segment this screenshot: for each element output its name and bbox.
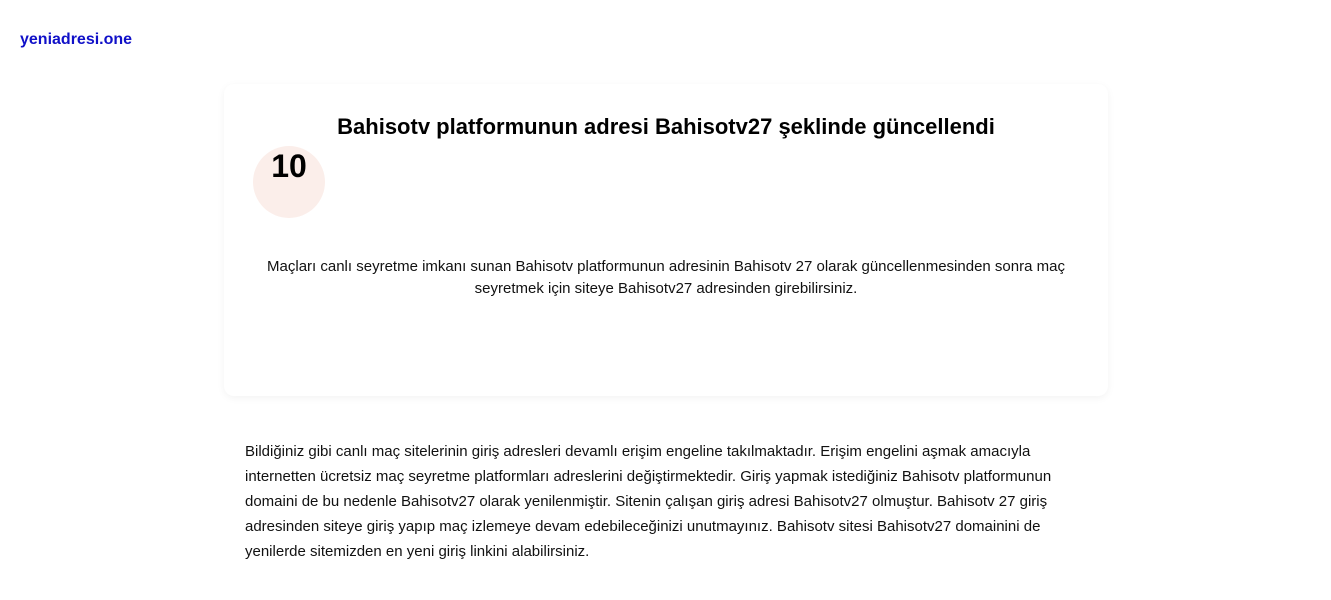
site-logo-link[interactable]: yeniadresi.one (20, 31, 133, 48)
rating-badge (253, 146, 325, 218)
article-body: Bildiğiniz gibi canlı maç sitelerinin giriş adresleri devamlı erişim engeline takılmaktadır. Erişim engelini aşmak amacıyla internetten ücretsiz maç seyretme platformları adreslerini değiştirmektedir. Giriş yapmak istediğiniz Bahisotv platformunun domaini de bu nedenle Bahisotv27 olarak yenilenmiştir. Sitenin çalışan giriş adresi Bahisotv27 olmuştur. Bahisotv 27 giriş adresinden siteye giriş yapıp maç izlemeye devam edebileceğinizi unutmayınız. Bahisotv sitesi Bahisotv27 domainini de yenilerde sitemizden en yeni giriş linkini alabilirsiniz. (245, 443, 1052, 560)
article-summary: Maçları canlı seyretme imkanı sunan Bahisotv platformunun adresinin Bahisotv 27 olarak güncellenmesinden sonra maç seyretmek için siteye Bahisotv27 adresinden girebilirsiniz. (267, 258, 1065, 297)
article-title: Bahisotv platformunun adresi Bahisotv27 şeklinde güncellendi (337, 114, 995, 139)
rating-value: 10 (271, 148, 307, 184)
article-card (224, 84, 1108, 396)
